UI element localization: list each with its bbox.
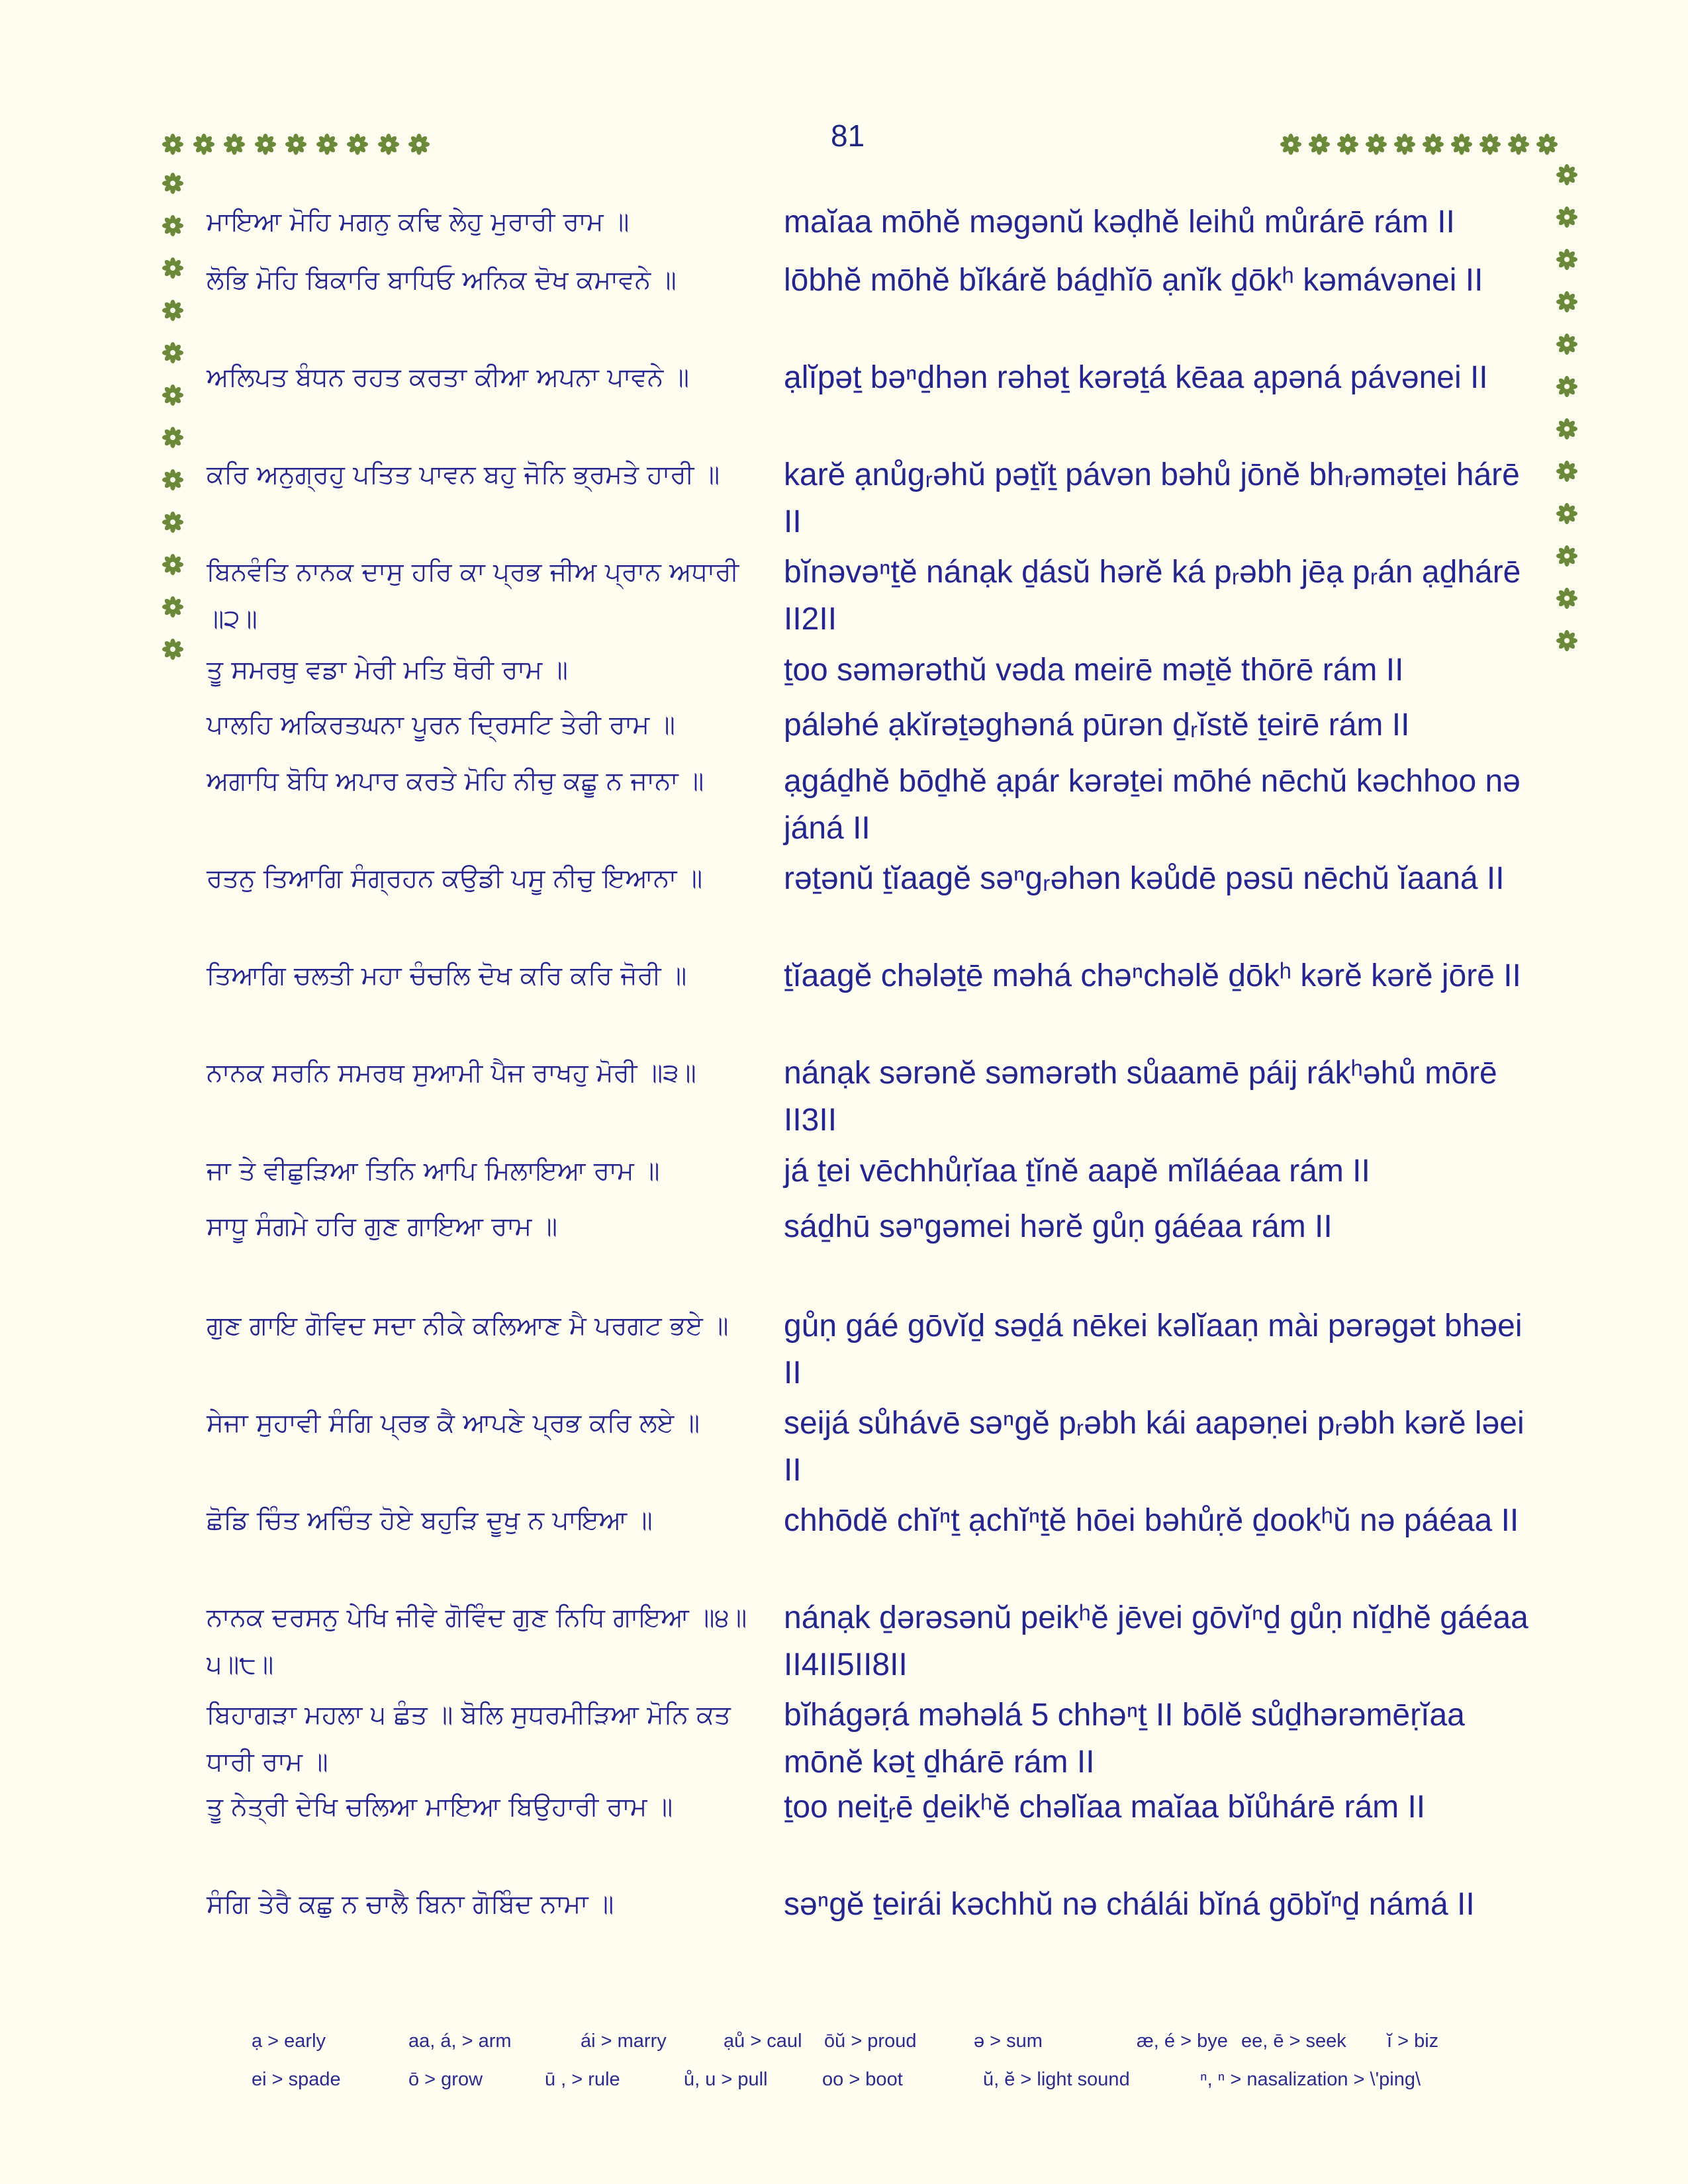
flower-ornament-icon — [1556, 291, 1578, 313]
legend-item: ee, ē > seek — [1241, 2030, 1346, 2052]
flower-ornament-icon — [1556, 460, 1578, 482]
flower-ornament-icon — [254, 133, 277, 156]
gurmukhi-line: ਨਾਨਕ ਦਰਸਨੁ ਪੇਖਿ ਜੀਵੇ ਗੋਵਿੰਦ ਗੁਣ ਨਿਧਿ ਗਾਇਆ ॥੪॥੫॥੮॥ — [207, 1603, 747, 1680]
transliteration-line: səⁿgĕ ṯeirái kəchhŭ nə chálái bĭná gōbĭⁿḏ námá II — [784, 1887, 1475, 1922]
gurmukhi-line: ਤਿਆਗਿ ਚਲਤੀ ਮਹਾ ਚੰਚਲਿ ਦੋਖ ਕਰਿ ਕਰਿ ਜੋਰੀ ॥ — [207, 961, 687, 991]
legend-item: ŭ, ĕ > light sound — [983, 2069, 1130, 2090]
gurmukhi-line: ਜਾ ਤੇ ਵੀਛੁੜਿਆ ਤਿਨਿ ਆਪਿ ਮਿਲਾਇਆ ਰਾਮ ॥ — [207, 1156, 660, 1186]
flower-ornament-icon — [1556, 587, 1578, 610]
page-number: 81 — [831, 118, 865, 153]
transliteration-line: páləhé ạkĭrəṯəghəná pūrən ḏᵣĭstĕ ṯeirē rám II — [784, 707, 1410, 743]
gurmukhi-line: ਅਲਿਪਤ ਬੰਧਨ ਰਹਤ ਕਰਤਾ ਕੀਆ ਅਪਨਾ ਪਾਵਨੇ ॥ — [207, 363, 689, 392]
transliteration-line: karĕ ạnůgᵣəhŭ pəṯĭṯ pávən bəhů jōnĕ bhᵣəməṯei hárē II — [784, 457, 1520, 539]
gurmukhi-line: ਮਾਇਆ ਮੋਹਿ ਮਗਨੁ ਕਢਿ ਲੇਹੁ ਮੁਰਾਰੀ ਰਾਮ ॥ — [207, 207, 630, 237]
transliteration-line: bĭhágəṛá məhəlá 5 chhəⁿṯ II bōlĕ sůḏhərəmēṛĭaa mōnĕ kəṯ ḏhárē rám II — [784, 1698, 1465, 1780]
flower-ornament-icon — [193, 133, 215, 156]
flower-ornament-icon — [1556, 206, 1578, 228]
flower-ornament-icon — [223, 133, 246, 156]
transliteration-line: seijá sůhávē səⁿgĕ pᵣəbh kái aapəṇei pᵣəbh kərĕ ləei II — [784, 1406, 1524, 1488]
flower-ornament-icon — [1556, 333, 1578, 355]
legend-item: oo > boot — [822, 2069, 903, 2090]
legend-item: ạů > caul — [724, 2030, 802, 2052]
legend-item: ů, u > pull — [684, 2069, 768, 2090]
flower-ornament-icon — [1556, 502, 1578, 525]
flower-ornament-icon — [162, 133, 184, 156]
transliteration-line: gůṇ gáé gōvĭḏ səḏá nēkei kəlĭaaṇ mài pərəgət bhəei II — [784, 1308, 1523, 1390]
gurmukhi-line: ਕਰਿ ਅਨੁਗ੍ਰਹੁ ਪਤਿਤ ਪਾਵਨ ਬਹੁ ਜੋਨਿ ਭ੍ਰਮਤੇ ਹਾਰੀ ॥ — [207, 460, 720, 490]
gurmukhi-line: ਬਿਹਾਗੜਾ ਮਹਲਾ ੫ ਛੰਤ ॥ ਬੋਲਿ ਸੁਧਰਮੀੜਿਆ ਮੋਨਿ ਕਤ ਧਾਰੀ ਰਾਮ ॥ — [207, 1700, 731, 1777]
transliteration-line: sáḏhū səⁿgəmei hərĕ gůṇ gáéaa rám II — [784, 1209, 1333, 1244]
flower-ornament-icon — [162, 638, 184, 660]
gurmukhi-line: ਅਗਾਧਿ ਬੋਧਿ ਅਪਾਰ ਕਰਤੇ ਮੋਹਿ ਨੀਚੁ ਕਛੂ ਨ ਜਾਨਾ ॥ — [207, 766, 704, 796]
flower-ornament-icon — [1536, 133, 1558, 156]
gurmukhi-line: ਤੂ ਨੇਤ੍ਰੀ ਦੇਖਿ ਚਲਿਆ ਮਾਇਆ ਬਿਉਹਾਰੀ ਰਾਮ ॥ — [207, 1792, 673, 1822]
flower-ornament-icon — [162, 299, 184, 322]
legend-item: ə > sum — [974, 2030, 1043, 2052]
flower-ornament-icon — [1556, 418, 1578, 440]
transliteration-line: ṯoo səmərəthŭ vəda meirē məṯĕ thōrē rám II — [784, 653, 1404, 688]
legend-item: ō > grow — [408, 2069, 483, 2090]
flower-ornament-icon — [162, 511, 184, 533]
gurmukhi-line: ਪਾਲਹਿ ਅਕਿਰਤਘਨਾ ਪੂਰਨ ਦ੍ਰਿਸਟਿ ਤੇਰੀ ਰਾਮ ॥ — [207, 710, 675, 740]
flower-ornament-icon — [316, 133, 338, 156]
flower-ornament-icon — [408, 133, 430, 156]
flower-ornament-icon — [162, 341, 184, 364]
flower-ornament-icon — [162, 257, 184, 279]
legend-item: ū , > rule — [545, 2069, 620, 2090]
legend-item: ái > marry — [581, 2030, 667, 2052]
transliteration-line: nánạk ḏərəsənŭ peikʰĕ jēvei gōvĭⁿḏ gůṇ nĭḏhĕ gáéaa II4II5II8II — [784, 1600, 1528, 1682]
flower-ornament-icon — [1365, 133, 1387, 156]
gurmukhi-line: ਨਾਨਕ ਸਰਨਿ ਸਮਰਥ ਸੁਆਮੀ ਪੈਜ ਰਾਖਹੁ ਮੋਰੀ ॥੩॥ — [207, 1058, 696, 1088]
flower-ornament-icon — [1556, 375, 1578, 398]
transliteration-line: ạgáḏhĕ bōḏhĕ ạpár kərəṯei mōhé nēchŭ kəchhoo nə jáná II — [784, 764, 1521, 846]
flower-ornament-icon — [1556, 545, 1578, 567]
flower-ornament-icon — [285, 133, 307, 156]
flower-ornament-icon — [1422, 133, 1444, 156]
transliteration-line: lōbhĕ mōhĕ bĭkárĕ báḏhĭō ạnĭk ḏōkʰ kəmávənei II — [784, 263, 1483, 298]
flower-ornament-icon — [162, 469, 184, 491]
transliteration-line: ṯoo neiṯᵣē ḏeikʰĕ chəlĭaa maĭaa bĭůhárē rám II — [784, 1790, 1426, 1825]
flower-ornament-icon — [1393, 133, 1416, 156]
gurmukhi-line: ਲੋਭਿ ਮੋਹਿ ਬਿਕਾਰਿ ਬਾਧਿਓ ਅਨਿਕ ਦੋਖ ਕਮਾਵਨੇ ॥ — [207, 265, 677, 295]
legend-item: ạ > early — [252, 2030, 326, 2052]
flower-ornament-icon — [1280, 133, 1302, 156]
flower-ornament-icon — [162, 172, 184, 195]
gurmukhi-line: ਛੋਡਿ ਚਿੰਤ ਅਚਿੰਤ ਹੋਏ ਬਹੁੜਿ ਦੂਖੁ ਨ ਪਾਇਆ ॥ — [207, 1506, 653, 1535]
transliteration-line: chhōdĕ chĭⁿṯ ạchĭⁿṯĕ hōei bəhůṛĕ ḏookʰŭ nə páéaa II — [784, 1503, 1519, 1538]
flower-ornament-icon — [162, 426, 184, 449]
flower-ornament-icon — [377, 133, 400, 156]
legend-item: aa, á, > arm — [408, 2030, 512, 2052]
legend-item: ei > spade — [252, 2069, 341, 2090]
gurmukhi-line: ਸਾਧੂ ਸੰਗਮੇ ਹਰਿ ਗੁਣ ਗਾਇਆ ਰਾਮ ॥ — [207, 1212, 557, 1242]
flower-ornament-icon — [1336, 133, 1359, 156]
transliteration-line: nánạk sərənĕ səmərəth sůaamē páij rákʰəhů mōrē II3II — [784, 1056, 1497, 1138]
flower-ornament-icon — [1507, 133, 1530, 156]
gurmukhi-line: ਬਿਨਵੰਤਿ ਨਾਨਕ ਦਾਸੁ ਹਰਿ ਕਾ ਪ੍ਰਭ ਜੀਅ ਪ੍ਰਾਨ ਅਧਾਰੀ ॥੨॥ — [207, 557, 739, 634]
legend-item: ĭ > biz — [1387, 2030, 1439, 2052]
flower-ornament-icon — [1556, 248, 1578, 271]
flower-ornament-icon — [1308, 133, 1331, 156]
gurmukhi-line: ਤੂ ਸਮਰਥੁ ਵਡਾ ਮੇਰੀ ਮਤਿ ਥੋਰੀ ਰਾਮ ॥ — [207, 655, 568, 685]
legend-item: æ, é > bye — [1137, 2030, 1228, 2052]
flower-ornament-icon — [346, 133, 369, 156]
flower-ornament-icon — [1479, 133, 1501, 156]
transliteration-line: já ṯei vēchhůṛĭaa ṯĭnĕ aapĕ mĭláéaa rám II — [784, 1154, 1370, 1189]
gurmukhi-line: ਗੁਣ ਗਾਇ ਗੋਵਿਦ ਸਦਾ ਨੀਕੇ ਕਲਿਆਣ ਮੈ ਪਰਗਟ ਭਏ ॥ — [207, 1311, 729, 1341]
flower-ornament-icon — [1556, 163, 1578, 186]
transliteration-line: bĭnəvəⁿṯĕ nánạk ḏásŭ hərĕ ká pᵣəbh jēạ pᵣán ạḏhárē II2II — [784, 555, 1521, 637]
transliteration-line: maĭaa mōhĕ məgənŭ kəḍhĕ leihů můrárē rám II — [784, 205, 1455, 240]
transliteration-line: rəṯənŭ ṯĭaagĕ səⁿgᵣəhən kəůdē pəsū nēchŭ ĭaaná II — [784, 861, 1505, 896]
flower-ornament-icon — [1556, 629, 1578, 652]
transliteration-line: ạlĭpəṯ bəⁿḏhən rəhəṯ kərəṯá kēaa ạpəná pávənei II — [784, 360, 1488, 395]
flower-ornament-icon — [162, 214, 184, 237]
flower-ornament-icon — [162, 553, 184, 576]
flower-ornament-icon — [1450, 133, 1473, 156]
flower-ornament-icon — [162, 384, 184, 406]
gurmukhi-line: ਸੇਜਾ ਸੁਹਾਵੀ ਸੰਗਿ ਪ੍ਰਭ ਕੈ ਆਪਣੇ ਪ੍ਰਭ ਕਰਿ ਲਏ ॥ — [207, 1408, 700, 1438]
legend-item: ōŭ > proud — [824, 2030, 917, 2052]
gurmukhi-line: ਸੰਗਿ ਤੇਰੈ ਕਛੁ ਨ ਚਾਲੈ ਬਿਨਾ ਗੋਬਿੰਦ ਨਾਮਾ ॥ — [207, 1889, 614, 1919]
flower-ornament-icon — [162, 596, 184, 618]
gurmukhi-line: ਰਤਨੁ ਤਿਆਗਿ ਸੰਗ੍ਰਹਨ ਕਉਡੀ ਪਸੂ ਨੀਚੁ ਇਆਨਾ ॥ — [207, 864, 703, 893]
legend-item: ⁿ, ⁿ > nasalization > \'ping\ — [1200, 2069, 1421, 2090]
transliteration-line: ṯĭaagĕ chələṯē məhá chəⁿchəlĕ ḏōkʰ kərĕ kərĕ jōrē II — [784, 958, 1521, 993]
